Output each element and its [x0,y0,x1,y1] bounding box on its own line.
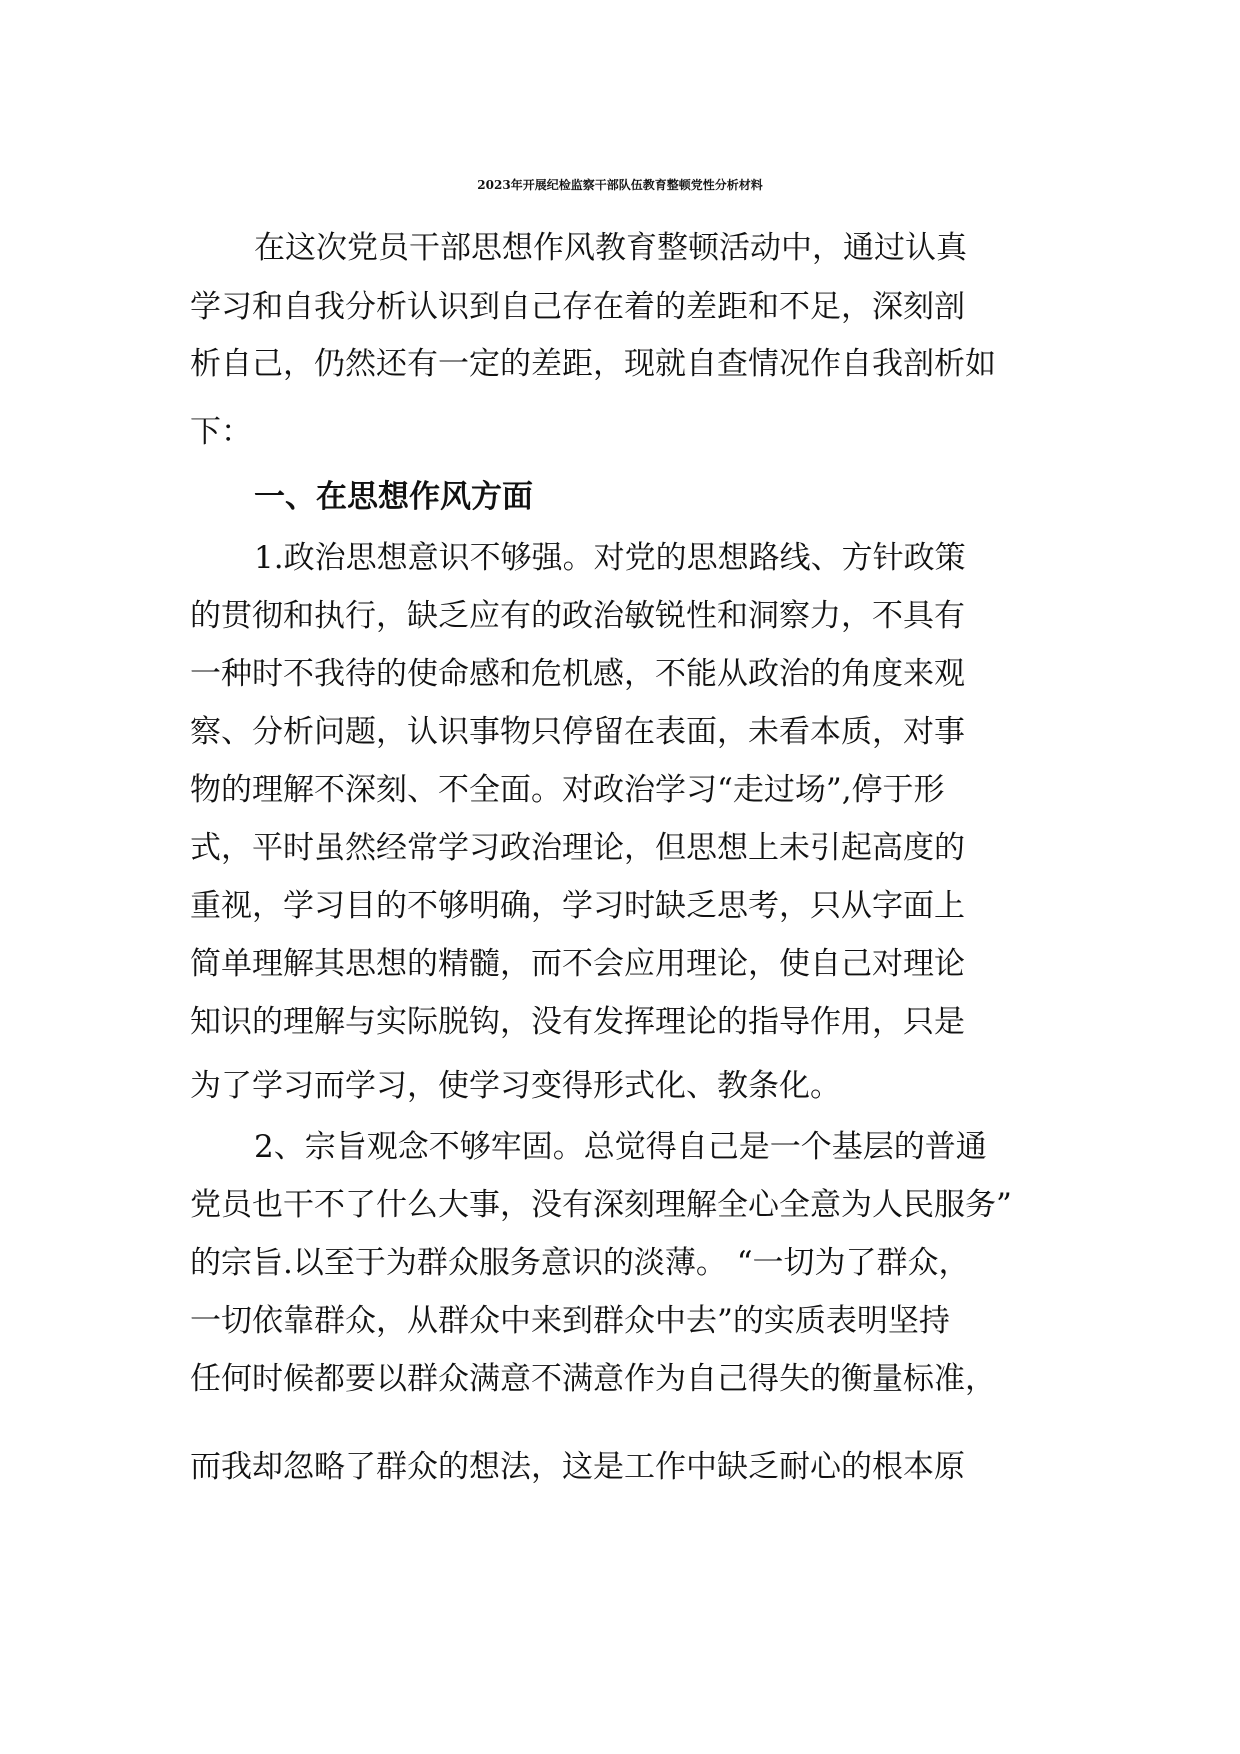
paragraph-line: 察、分析问题，认识事物只停留在表面，未看本质，对事 [190,714,965,750]
section-heading: 一、在思想作风方面 [254,479,533,515]
paragraph-line: 2、宗旨观念不够牢固。总觉得自己是一个基层的普通 [254,1129,987,1165]
paragraph-line: 下： [190,414,252,450]
paragraph-line: 的贯彻和执行，缺乏应有的政治敏锐性和洞察力，不具有 [190,598,965,634]
paragraph-line: 一种时不我待的使命感和危机感，不能从政治的角度来观 [190,656,965,692]
paragraph-line: 1.政治思想意识不够强。对党的思想路线、方针政策 [254,540,966,576]
paragraph-line: 的宗旨.以至于为群众服务意识的淡薄。 “一切为了群众， [190,1245,970,1281]
paragraph-line: 析自己，仍然还有一定的差距，现就自查情况作自我剖析如 [190,346,996,382]
paragraph-line: 物的理解不深刻、不全面。对政治学习“走过场”,停于形 [190,772,945,808]
paragraph-line: 简单理解其思想的精髓，而不会应用理论，使自己对理论 [190,946,965,982]
document-title: 2023年开展纪检监察干部队伍教育整顿党性分析材料 [477,178,763,192]
paragraph-line: 为了学习而学习，使学习变得形式化、教条化。 [190,1068,841,1104]
paragraph-line: 一切依靠群众，从群众中来到群众中去”的实质表明坚持 [190,1303,950,1339]
paragraph-line: 在这次党员干部思想作风教育整顿活动中，通过认真 [254,230,967,266]
paragraph-line: 知识的理解与实际脱钩，没有发挥理论的指导作用，只是 [190,1004,965,1040]
paragraph-line: 党员也干不了什么大事，没有深刻理解全心全意为人民服务” [190,1187,1012,1223]
paragraph-line: 任何时候都要以群众满意不满意作为自己得失的衡量标准， [190,1361,996,1397]
paragraph-line: 而我却忽略了群众的想法，这是工作中缺乏耐心的根本原 [190,1449,965,1485]
paragraph-line: 学习和自我分析认识到自己存在着的差距和不足，深刻剖 [190,289,965,325]
paragraph-line: 重视，学习目的不够明确，学习时缺乏思考，只从字面上 [190,888,965,924]
paragraph-line: 式，平时虽然经常学习政治理论，但思想上未引起高度的 [190,830,965,866]
